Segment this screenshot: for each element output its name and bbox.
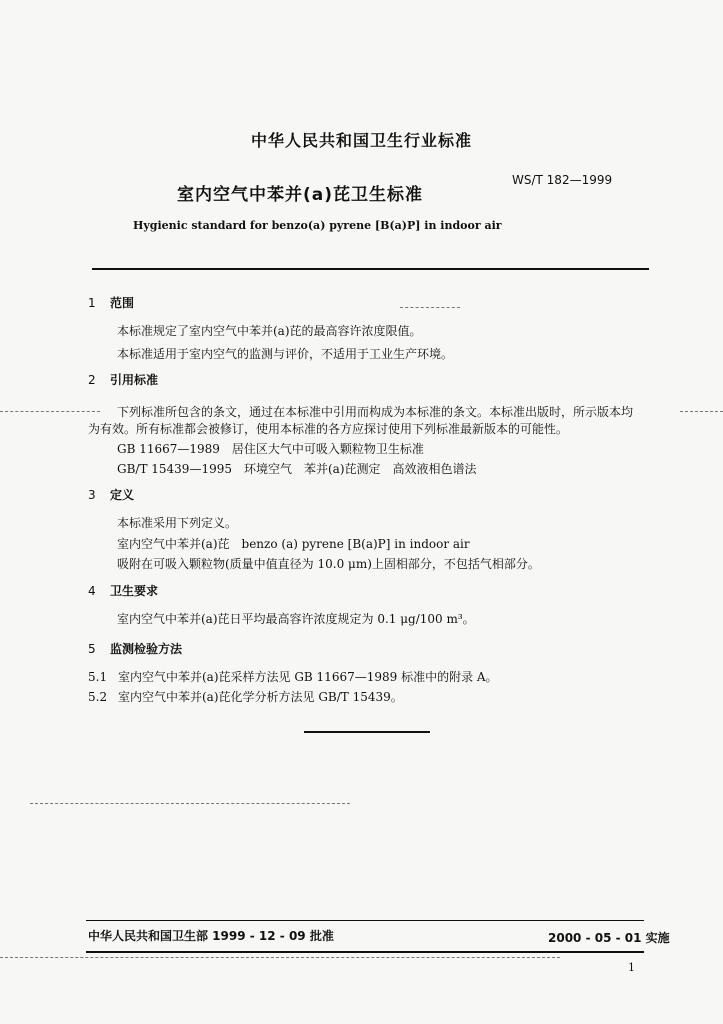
section-3-definition-text: 吸附在可吸入颗粒物(质量中值直径为 10.0 μm)上固相部分，不包括气相部分。 (117, 557, 540, 571)
section-1-para-1: 本标准规定了室内空气中苯并(a)芘的最高容许浓度限值。 (117, 324, 422, 338)
reference-1: GB 11667—1989 居住区大气中可吸入颗粒物卫生标准 (117, 442, 424, 456)
section-4-title: 卫生要求 (110, 584, 159, 598)
section-2-para-line-2: 为有效。所有标准都会被修订，使用本标准的各方应探讨使用下列标准最新版本的可能性。 (88, 422, 569, 436)
scan-dash-line (0, 957, 560, 958)
section-5-heading (88, 640, 182, 657)
english-title: Hygienic standard for benzo(a) pyrene [B(a)P] in indoor air (133, 219, 502, 232)
reference-2: GB/T 15439—1995 环境空气 苯并(a)芘测定 高效液相色谱法 (117, 462, 477, 476)
subsection-5-1-text: 室内空气中苯并(a)芘采样方法见 GB 11667—1989 标准中的附录 A。 (118, 670, 498, 684)
subsection-5-1-number: 5.1 (88, 670, 108, 684)
page-number: 1 (628, 961, 635, 974)
scan-dash-line (0, 411, 100, 412)
section-3-title: 定义 (110, 488, 135, 502)
scan-dash-line (680, 411, 723, 412)
subsection-5-2-text: 室内空气中苯并(a)芘化学分析方法见 GB/T 15439。 (118, 690, 403, 704)
effective-date: 2000 - 05 - 01 实施 (548, 931, 670, 945)
section-4-number: 4 (88, 584, 96, 598)
section-1-para-2: 本标准适用于室内空气的监测与评价，不适用于工业生产环境。 (117, 347, 454, 361)
title-rule (92, 268, 649, 270)
section-2-heading (88, 371, 158, 388)
section-3-number: 3 (88, 488, 96, 502)
section-3-heading (88, 486, 134, 503)
end-rule (304, 731, 430, 733)
subsection-5-2 (88, 688, 403, 705)
section-1-heading (88, 294, 134, 311)
section-3-definition-term: 室内空气中苯并(a)芘 benzo (a) pyrene [B(a)P] in indoor air (117, 537, 470, 551)
section-5-title: 监测检验方法 (110, 642, 183, 656)
section-2-number: 2 (88, 373, 96, 387)
footer-rule (86, 920, 644, 921)
document-title: 室内空气中苯并(a)芘卫生标准 (176, 185, 423, 205)
subsection-5-1 (88, 668, 498, 685)
scan-dash-line (400, 307, 460, 308)
approval-date: 中华人民共和国卫生部 1999 - 12 - 09 批准 (88, 929, 334, 943)
section-2-title: 引用标准 (110, 373, 159, 387)
standard-code: WS/T 182—1999 (512, 173, 613, 187)
issuing-body-header: 中华人民共和国卫生行业标准 (250, 131, 472, 150)
subsection-5-2-number: 5.2 (88, 690, 108, 704)
section-5-number: 5 (88, 642, 96, 656)
section-4-heading (88, 582, 158, 599)
section-2-para-line-1: 下列标准所包含的条文，通过在本标准中引用而构成为本标准的条文。本标准出版时，所示版本均 (117, 405, 634, 419)
section-1-number: 1 (88, 296, 96, 310)
section-3-para-1: 本标准采用下列定义。 (117, 516, 238, 530)
section-4-para-1: 室内空气中苯并(a)芘日平均最高容许浓度规定为 0.1 μg/100 m³。 (117, 612, 475, 626)
scan-dash-line (30, 803, 350, 804)
footer-bottom-rule (86, 951, 644, 953)
section-1-title: 范围 (110, 296, 135, 310)
